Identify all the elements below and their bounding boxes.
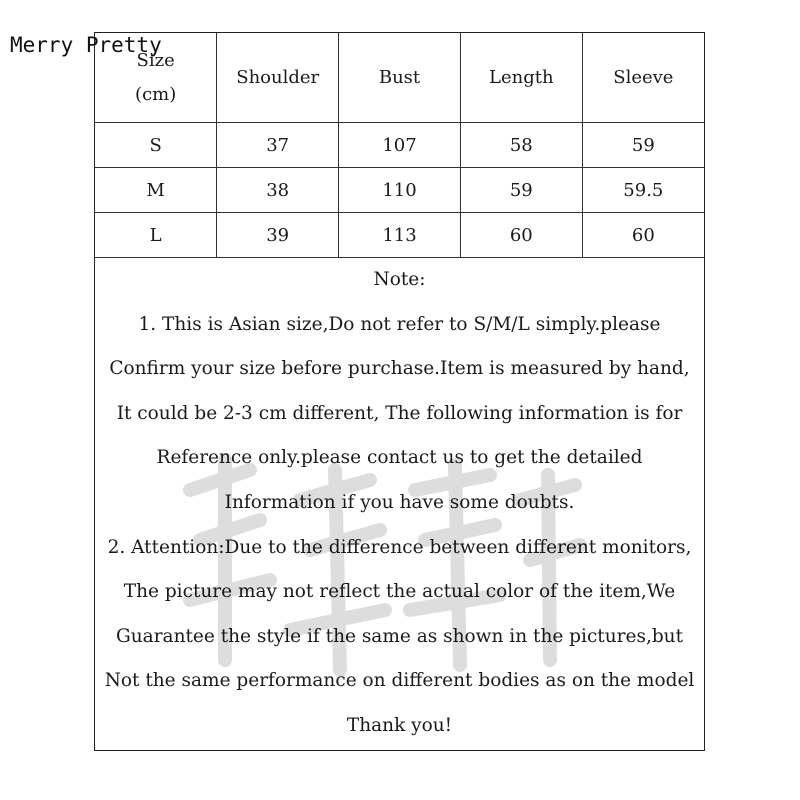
header-length: Length <box>460 33 582 123</box>
notes-line: 2. Attention:Due to the difference between different monitors, <box>107 536 692 558</box>
cell-sleeve: 59.5 <box>582 168 704 213</box>
cell-size: M <box>95 168 217 213</box>
notes-line: Guarantee the style if the same as shown in the pictures,but <box>115 625 684 647</box>
cell-bust: 107 <box>339 123 461 168</box>
size-table <box>95 33 704 258</box>
table-row <box>95 123 704 168</box>
notes-line: The picture may not reflect the actual color of the item,We <box>123 581 676 603</box>
header-bust: Bust <box>339 33 461 123</box>
notes-line: Not the same performance on different bodies as on the model <box>104 670 695 692</box>
header-sleeve: Sleeve <box>582 33 704 123</box>
cell-shoulder: 37 <box>217 123 339 168</box>
header-shoulder: Shoulder <box>217 33 339 123</box>
table-row <box>95 213 704 258</box>
cell-bust: 113 <box>339 213 461 258</box>
notes-title: Note: <box>373 269 426 290</box>
cell-size: L <box>95 213 217 258</box>
cell-length: 60 <box>460 213 582 258</box>
notes-line: Information if you have some doubts. <box>224 491 575 513</box>
cell-bust: 110 <box>339 168 461 213</box>
notes-line: Reference only.please contact us to get the detailed <box>156 447 643 469</box>
notes-line: Confirm your size before purchase.Item is measured by hand, <box>109 358 690 380</box>
cell-shoulder: 39 <box>217 213 339 258</box>
store-watermark: Merry Pretty <box>10 33 162 57</box>
notes-thanks: Thank you! <box>346 714 453 736</box>
cell-length: 59 <box>460 168 582 213</box>
header-size-label: Size <box>136 49 175 71</box>
cell-size: S <box>95 123 217 168</box>
notes-line: 1. This is Asian size,Do not refer to S/M/L simply.please <box>138 313 661 335</box>
size-chart-sheet <box>94 32 705 751</box>
header-size-unit: (cm) <box>135 83 177 105</box>
cell-sleeve: 60 <box>582 213 704 258</box>
table-header-row <box>95 33 704 123</box>
notes-line: It could be 2-3 cm different, The following information is for <box>116 402 683 424</box>
notes-section <box>95 258 704 749</box>
cell-length: 58 <box>460 123 582 168</box>
cell-sleeve: 59 <box>582 123 704 168</box>
table-row <box>95 168 704 213</box>
cell-shoulder: 38 <box>217 168 339 213</box>
